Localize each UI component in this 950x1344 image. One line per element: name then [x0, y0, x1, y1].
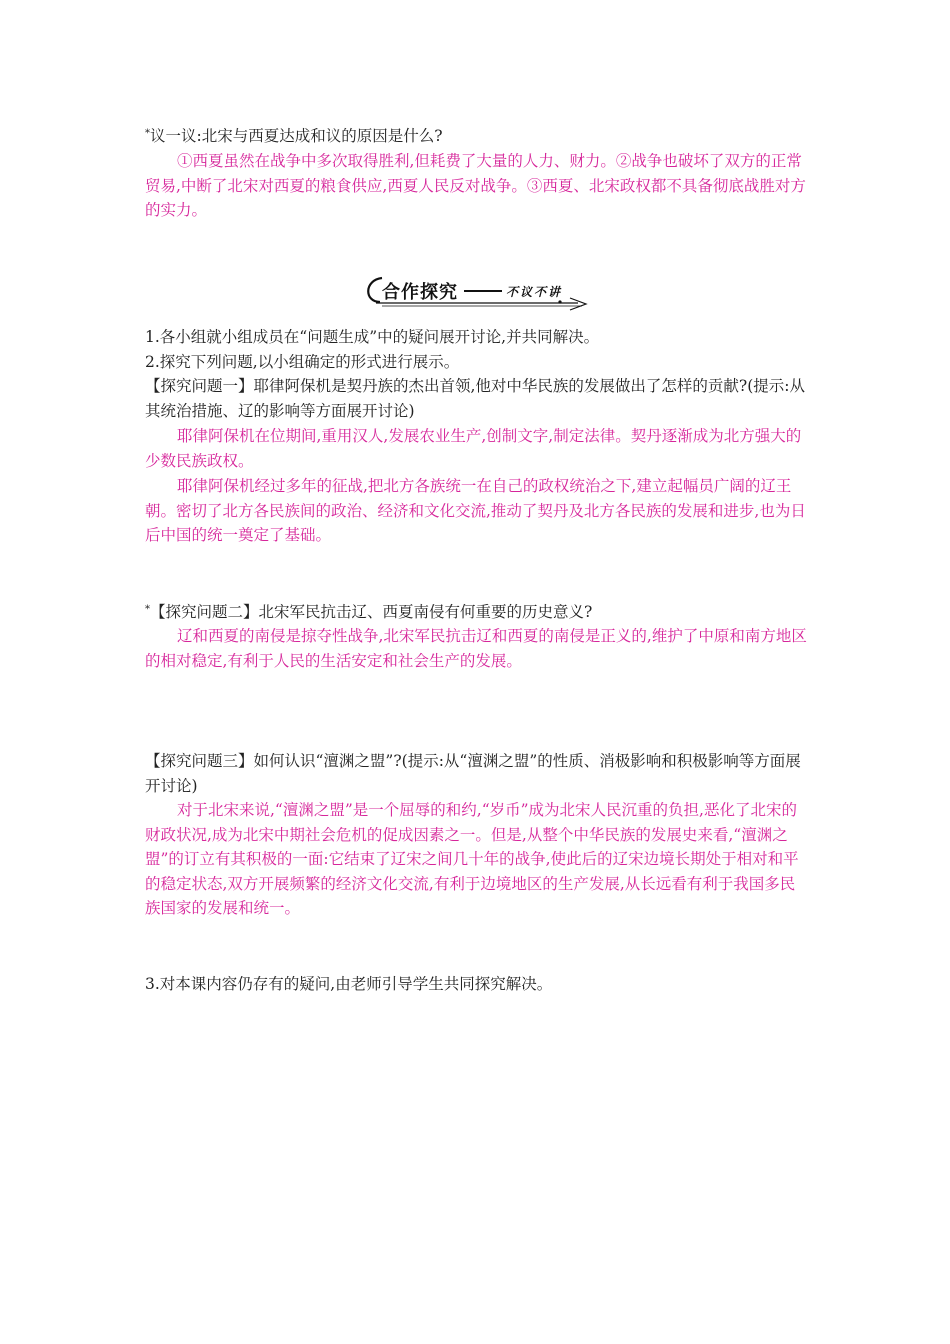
- discuss-answer: ①西夏虽然在战争中多次取得胜利,但耗费了大量的人力、财力。②战争也破坏了双方的正常贸易,中断了北宋对西夏的粮食供应,西夏人民反对战争。③西夏、北宋政权都不具备彻底战胜对方的实力。: [145, 152, 806, 219]
- step-3: 3.对本课内容仍存有的疑问,由老师引导学生共同探究解决。: [145, 975, 553, 993]
- asterisk-marker: *: [145, 128, 150, 139]
- asterisk-marker: *: [145, 604, 150, 615]
- section-title: 合作探究: [382, 282, 458, 303]
- problem-2-question-text: 【探究问题二】北宋军民抗击辽、西夏南侵有何重要的历史意义?: [150, 603, 593, 621]
- problem-2-answer: 辽和西夏的南侵是掠夺性战争,北宋军民抗击辽和西夏的南侵是正义的,维护了中原和南方地区的相对稳定,有利于人民的生活安定和社会生产的发展。: [145, 627, 807, 670]
- problem-3-answer: 对于北宋来说,“澶渊之盟”是一个屈辱的和约,“岁币”成为北宋人民沉重的负担,恶化了北宋的财政状况,成为北宋中期社会危机的促成因素之一。但是,从整个中华民族的发展史来看,“澶渊之盟”的订立有其积极的一面:它结束了辽宋之间几十年的战争,使此后的辽宋边境长期处于相对和平的稳定状态,双方开展频繁的经济文化交流,有利于边境地区的生产发展,从长远看有利于我国多民族国家的发展和统一。: [145, 801, 799, 917]
- section-dash: [464, 290, 502, 292]
- problem-2-question: [145, 600, 810, 625]
- problem-1-question: 【探究问题一】耶律阿保机是契丹族的杰出首领,他对中华民族的发展做出了怎样的贡献?(提示:从其统治措施、辽的影响等方面展开讨论): [145, 377, 806, 420]
- step-1: 1.各小组就小组成员在“问题生成”中的疑问展开讨论,并共同解决。: [145, 328, 600, 346]
- problem-1-answer-2: 耶律阿保机经过多年的征战,把北方各族统一在自己的政权统治之下,建立起幅员广阔的辽王朝。密切了北方各民族间的政治、经济和文化交流,推动了契丹及北方各民族的发展和进步,也为日后中国的统一奠定了基础。: [145, 477, 806, 544]
- discuss-question-text: 议一议:北宋与西夏达成和议的原因是什么?: [150, 127, 443, 145]
- problem-3-question: 【探究问题三】如何认识“澶渊之盟”?(提示:从“澶渊之盟”的性质、消极影响和积极影响等方面展开讨论): [145, 752, 801, 795]
- discuss-question: [145, 124, 810, 149]
- section-subtitle: 不议不讲: [506, 285, 563, 299]
- section-banner: [360, 272, 590, 312]
- step-2: 2.探究下列问题,以小组确定的形式进行展示。: [145, 353, 460, 371]
- problem-1-answer-1: 耶律阿保机在位期间,重用汉人,发展农业生产,创制文字,制定法律。契丹逐渐成为北方强大的少数民族政权。: [145, 427, 802, 470]
